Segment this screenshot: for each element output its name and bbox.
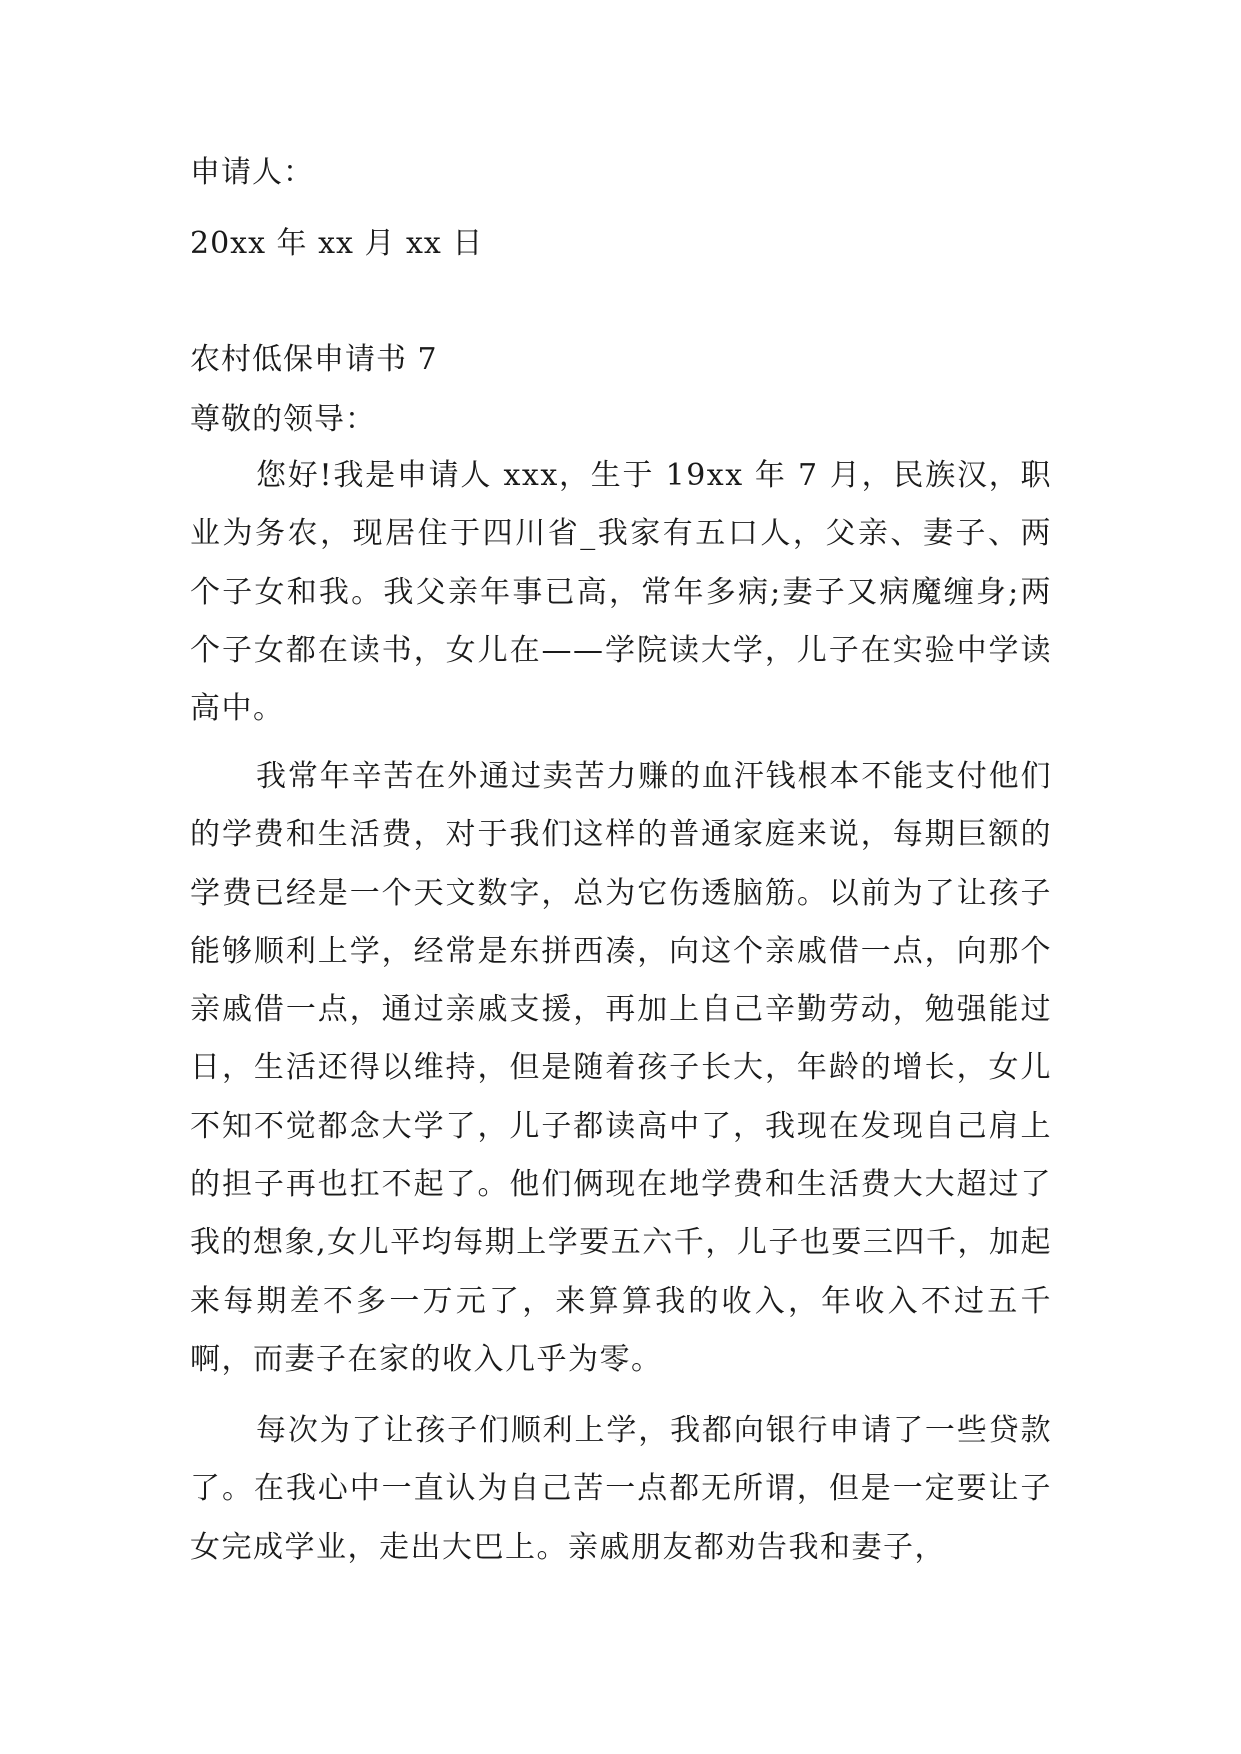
applicant-label: 申请人： [190, 155, 314, 190]
paragraph-loans: 每次为了让孩子们顺利上学，我都向银行申请了一些贷款了。在我心中一直认为自己苦一点都无所谓，但是一定要让子女完成学业，走出大巴上。亲戚朋友都劝告我和妻子， [190, 1413, 1052, 1565]
date-line: 20xx 年 xx 月 xx 日 [190, 226, 484, 261]
paragraph-intro: 您好!我是申请人 xxx，生于 19xx 年 7 月，民族汉，职业为务农，现居住于四川省_我家有五口人，父亲、妻子、两个子女和我。我父亲年事已高，常年多病;妻子又病魔缠身;两个子女都在读书，女儿在——学院读大学，儿子在实验中学读高中。 [190, 458, 1052, 727]
document-title: 农村低保申请书 7 [190, 342, 438, 377]
salutation: 尊敬的领导： [190, 402, 376, 437]
paragraph-hardship: 我常年辛苦在外通过卖苦力赚的血汗钱根本不能支付他们的学费和生活费，对于我们这样的普通家庭来说，每期巨额的学费已经是一个天文数字，总为它伤透脑筋。以前为了让孩子能够顺利上学，经常是东拼西凑，向这个亲戚借一点，向那个亲戚借一点，通过亲戚支援，再加上自己辛勤劳动，勉强能过日，生活还得以维持，但是随着孩子长大，年龄的增长，女儿不知不觉都念大学了，儿子都读高中了，我现在发现自己肩上的担子再也扛不起了。他们俩现在地学费和生活费大大超过了我的想象,女儿平均每期上学要五六千，儿子也要三四千，加起来每期差不多一万元了，来算算我的收入，年收入不过五千啊，而妻子在家的收入几乎为零。 [190, 759, 1052, 1377]
